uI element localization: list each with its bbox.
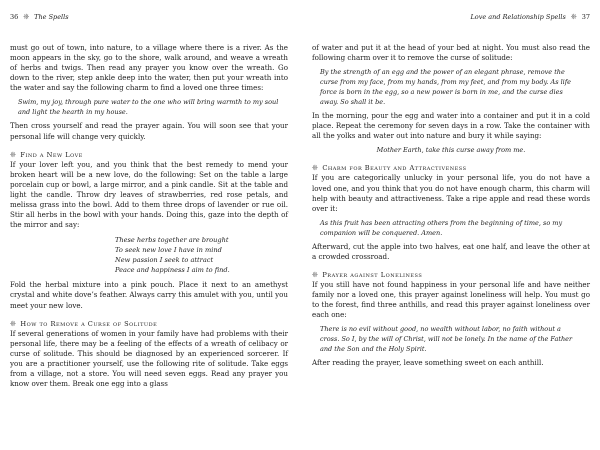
paragraph: If your lover left you, and you think that the best remedy to mend your broken heart will be a new love, do the following: Set on the table a large porcelain cup or bowl, a large mirror, and a pink candle. Sit at the table and light the candle. Throw dry leaves of strawberries, red rose petals, and melissa grass into the bowl. Add to them three drops of lavender or rue oil. Stir all herbs in the bowl with your hands. Doing this, gaze into the depth of the mirror and say: — [10, 159, 288, 230]
section-heading — [10, 320, 288, 328]
verse-line: These herbs together are brought — [115, 236, 229, 245]
section-heading-text: Find a New Love — [20, 150, 83, 159]
verse-line: To seek new love I have in mind — [115, 246, 222, 255]
verse-line: Peace and happiness I aim to find. — [115, 266, 230, 275]
paragraph: Then cross yourself and read the prayer again. You will soon see that your personal life will change very quickly. — [10, 121, 288, 141]
running-head-title: Love and Relationship Spells — [470, 13, 566, 21]
paragraph: After reading the prayer, leave something sweet on each anthill. — [312, 358, 544, 368]
section-heading — [312, 271, 590, 279]
charm-quote: As this fruit has been attracting others from the beginning of time, so my companion will be conquered. Amen. — [320, 218, 563, 237]
paragraph: In the morning, pour the egg and water into a container and put it in a cold place. Repeat the ceremony for seven days in a row. Take the container with all the yolks and water out into nature and bury it while saying: — [312, 111, 590, 141]
page-number: 37 — [581, 13, 590, 21]
charm-quote: Mother Earth, take this curse away from me. — [376, 146, 526, 155]
section-heading — [10, 151, 288, 159]
ornament-icon: ❊ — [312, 271, 319, 280]
paragraph: If several generations of women in your family have had problems with their personal life, there may be a feeling of the effects of a wreath of celibacy or curse of solitude. This should be diagnosed by an experienced sorcerer. If you are a practitioner yourself, use the following rite of solitude. Take eggs from a village, not a store. You will need seven eggs. Read any prayer you know over them. Break one egg into a glass — [10, 328, 288, 389]
ornament-icon: ❊ — [23, 13, 30, 21]
verse-line: New passion I seek to attract — [115, 256, 214, 265]
running-head-title: The Spells — [34, 13, 69, 21]
paragraph: must go out of town, into nature, to a village where there is a river. As the moon appears in the sky, go to the shore, walk around, and weave a wreath of herbs and twigs. Then read any prayer you know over the wreath. Go down to the river, step ankle deep into the water, then put your wreath into the water and say the following charm to find a loved one three times: — [10, 43, 288, 93]
charm-quote: By the strength of an egg and the power of an elegant phrase, remove the curse from my face, from my hands, from my feet, and from my body. As life force is born in the egg, so a new power is born in me, and the curse dies away. So shall it be. — [320, 68, 572, 107]
right-page — [300, 0, 600, 450]
paragraph: If you still have not found happiness in your personal life and have neither family nor a loved one, this prayer against loneliness will help. You must go to the forest, find three anthills, and read this prayer against loneliness over each one: — [312, 280, 590, 320]
section-heading-text: How to Remove a Curse of Solitude — [20, 319, 158, 328]
paragraph: Afterward, cut the apple into two halves, eat one half, and leave the other at a crowded crossroad. — [312, 241, 590, 261]
verse — [115, 235, 288, 275]
paragraph: Fold the herbal mixture into a pink pouch. Place it next to an amethyst crystal and white dove’s feather. Always carry this amulet with you, until you meet your new love. — [10, 280, 288, 310]
charm-quote: Swim, my joy, through pure water to the one who will bring warmth to my soul and light the hearth in my house. — [18, 98, 279, 117]
running-head-right — [312, 13, 590, 22]
running-head-left — [10, 13, 288, 22]
section-heading-text: Prayer against Loneliness — [322, 271, 423, 280]
page-number: 36 — [10, 13, 19, 21]
paragraph: If you are categorically unlucky in your personal life, you do not have a loved one, and you think that you do not have enough charm, this charm will help with beauty and attractiveness. Take a ripe apple and read these words over it: — [312, 173, 590, 213]
ornament-icon: ❊ — [570, 13, 577, 21]
ornament-icon: ❊ — [312, 164, 319, 173]
charm-quote: There is no evil without good, no wealth without labor, no faith without a cross. So I, by the will of Christ, will not be lonely. In the name of the Father and the Son and the Holy Spirit. — [320, 325, 573, 354]
paragraph: of water and put it at the head of your bed at night. You must also read the following charm over it to remove the curse of solitude: — [312, 43, 590, 63]
section-heading — [312, 164, 590, 172]
ornament-icon: ❊ — [10, 319, 17, 328]
section-heading-text: Charm for Beauty and Attractiveness — [322, 164, 467, 173]
ornament-icon: ❊ — [10, 150, 17, 159]
